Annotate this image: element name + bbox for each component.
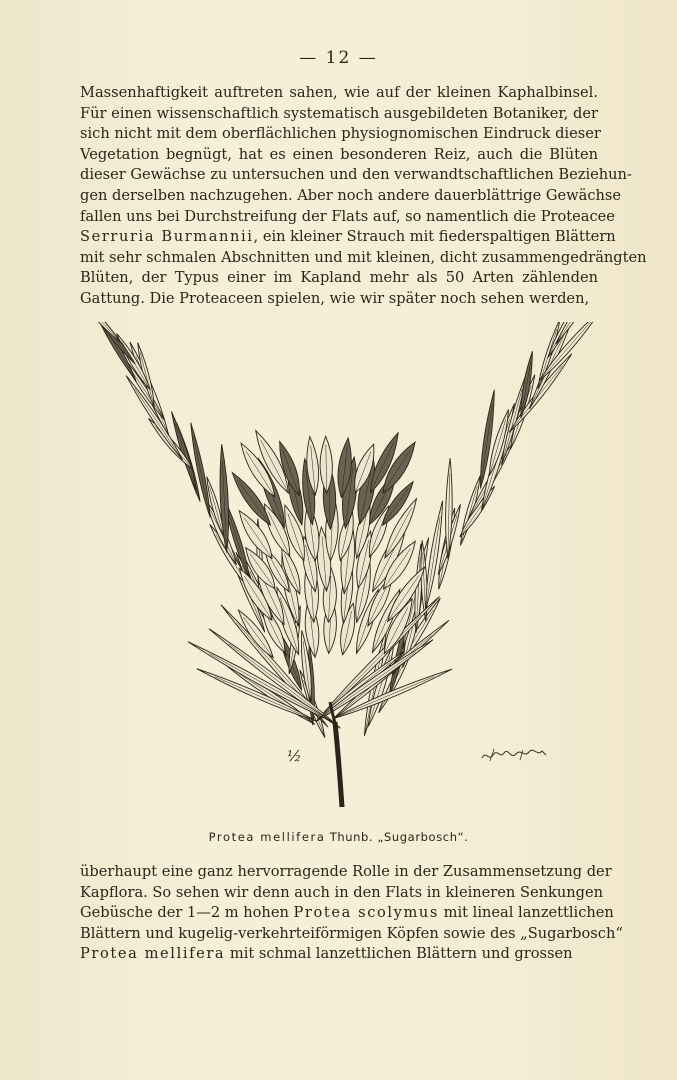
page-number: — 12 —	[299, 48, 378, 68]
caption-rest: Thunb. „Sugarbosch“.	[325, 830, 469, 844]
species-name: Protea mellifera	[80, 945, 226, 963]
protea-plant-drawing	[90, 322, 600, 807]
text-line: fallen uns bei Durchstreifung der Flats auf, so namentlich die Proteacee	[80, 207, 615, 225]
species-name: Serruria Burmannii	[80, 228, 254, 246]
caption-species: Protea mellifera	[208, 830, 326, 844]
protea-illustration	[90, 322, 600, 812]
text-line: Massenhaftigkeit auftreten sahen, wie auf der kleinen Kaphalbinsel.	[80, 84, 598, 101]
text-line: überhaupt eine ganz hervorragende Rolle in der Zusammensetzung der	[80, 863, 612, 880]
paragraph-top	[80, 83, 647, 310]
text-line: Gattung. Die Proteaceen spielen, wie wir später noch sehen werden,	[80, 289, 590, 307]
text-line: dieser Gewächse zu untersuchen und den verwandtschaftlichen Beziehun-	[80, 166, 632, 184]
text-line: Vegetation begnügt, hat es einen besonderen Reiz, auch die Blüten	[80, 145, 598, 163]
paragraph-bottom	[80, 862, 623, 965]
text-line: gen derselben nachzugehen. Aber noch andere dauerblättrige Gewächse	[80, 186, 622, 204]
text-line: Blättern und kugelig-verkehrteiförmigen Köpfen sowie des „Sugarbosch“	[80, 924, 623, 942]
scale-label: ½	[287, 747, 302, 765]
figure-caption	[0, 830, 677, 844]
species-name: Protea scolymus	[293, 904, 440, 922]
artist-signature-icon	[480, 744, 550, 766]
text-line: Für einen wissenschaftlich systematisch ausgebildeten Botaniker, der	[80, 104, 598, 122]
text-line: Kapflora. So sehen wir denn auch in den Flats in kleineren Senkungen	[80, 883, 604, 901]
text-line: Protea mellifera mit schmal lanzettlichen Blättern und grossen	[80, 945, 573, 963]
text-line: Gebüsche der 1—2 m hohen Protea scolymus mit lineal lanzettlichen	[80, 904, 614, 922]
text-line: mit sehr schmalen Abschnitten und mit kleinen, dicht zusammengedrängten	[80, 248, 647, 266]
text-line: Blüten, der Typus einer im Kapland mehr als 50 Arten zählenden	[80, 269, 598, 287]
text-line: Serruria Burmannii, ein kleiner Strauch mit fiederspaltigen Blättern	[80, 228, 616, 246]
text-line: sich nicht mit dem oberflächlichen physiognomischen Eindruck dieser	[80, 125, 601, 143]
